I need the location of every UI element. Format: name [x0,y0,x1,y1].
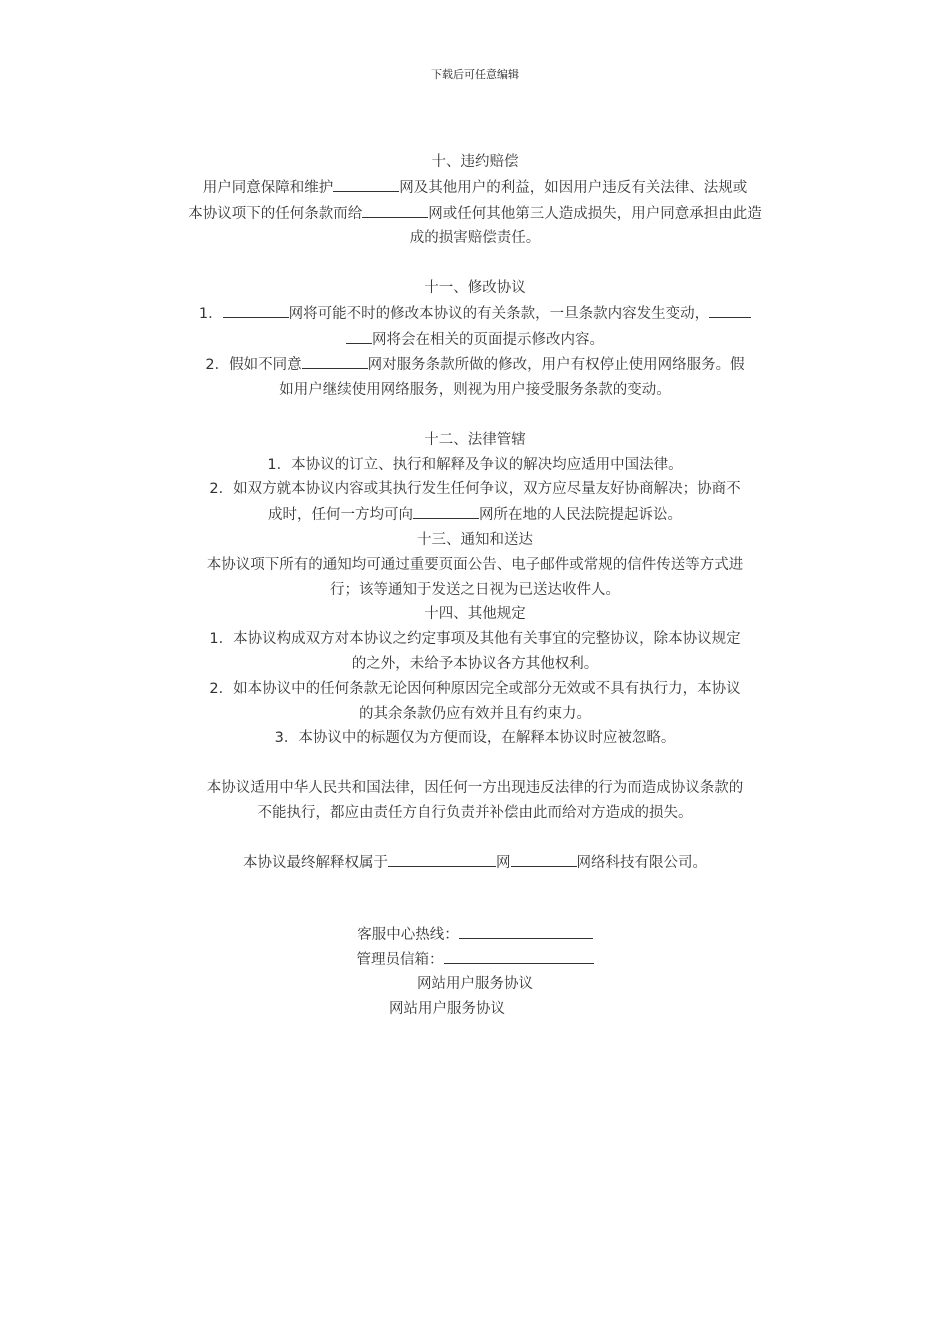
section-12-item-2: 2．如双方就本协议内容或其执行发生任何争议，双方应尽量友好协商解决；协商不 [209,481,741,498]
section-14-item-2: 2．如本协议中的任何条款无论因何种原因完全或部分无效或不具有执行力，本协议 [209,680,741,697]
section-14-item-2-cont: 的其余条款仍应有效并且有约束力。 [359,705,591,722]
blank-field [413,502,479,519]
section-10-line-3: 成的损害赔偿责任。 [409,230,541,247]
email-line: 管理员信箱： [148,947,802,969]
section-11-item-1-cont: 网将会在相关的页面提示修改内容。 [148,327,802,353]
hotline-blank [459,922,593,939]
section-12-title: 十二、法律管辖 [424,431,526,448]
footer-title-2: 网站用户服务协议 [389,1001,505,1017]
blank-field [388,850,496,867]
blank-field [302,352,368,369]
section-14-title: 十四、其他规定 [424,606,526,623]
section-11-title: 十一、修改协议 [424,279,526,296]
section-10-line-1: 用户同意保障和维护 网及其他用户的利益，如因用户违反有关法律、法规或 [148,175,802,201]
blank-field [223,301,289,318]
email-blank [444,947,594,964]
blank-field [511,850,577,867]
header-note: 下载后可任意编辑 [431,68,519,81]
section-10-title: 十、违约赔偿 [431,154,519,170]
section-12-item-2-cont: 成时，任何一方均可向 网所在地的人民法院提起诉讼。 [148,502,802,528]
section-13-line-1: 本协议项下所有的通知均可通过重要页面公告、电子邮件或常规的信件传送等方式进 [206,556,744,573]
section-11-item-1: 1． 网将可能不时的修改本协议的有关条款，一旦条款内容发生变动， [148,301,802,327]
law-line-1: 本协议适用中华人民共和国法律，因任何一方出现违反法律的行为而造成协议条款的 [206,779,744,796]
footer-title-1: 网站用户服务协议 [417,976,533,992]
section-14-item-1: 1．本协议构成双方对本协议之约定事项及其他有关事宜的完整协议，除本协议规定 [209,631,741,648]
section-11-item-2: 2．假如不同意 网对服务条款所做的修改，用户有权停止使用网络服务。假 [148,352,802,378]
blank-field [709,301,751,318]
law-line-2: 不能执行，都应由责任方自行负责并补偿由此而给对方造成的损失。 [257,804,693,821]
section-13-title: 十三、通知和送达 [417,531,533,548]
section-10-line-2: 本协议项下的任何条款而给 网或任何其他第三人造成损失，用户同意承担由此造 [148,201,802,227]
section-14-item-1-cont: 的之外，未给予本协议各方其他权利。 [351,655,599,672]
final-interpretation: 本协议最终解释权属于 网 网络科技有限公司。 [148,850,802,876]
blank-field [362,201,428,218]
section-13-line-2: 行；该等通知于发送之日视为已送达收件人。 [330,581,620,598]
section-14-item-3: 3．本协议中的标题仅为方便而设，在解释本协议时应被忽略。 [274,730,676,747]
blank-field [346,327,372,344]
section-12-item-1: 1．本协议的订立、执行和解释及争议的解决均应适用中国法律。 [267,456,683,473]
blank-field [333,175,399,192]
agreement-body [148,150,802,876]
section-11-item-2-cont: 如用户继续使用网络服务，则视为用户接受服务条款的变动。 [279,382,671,399]
hotline-line: 客服中心热线： [148,922,802,944]
